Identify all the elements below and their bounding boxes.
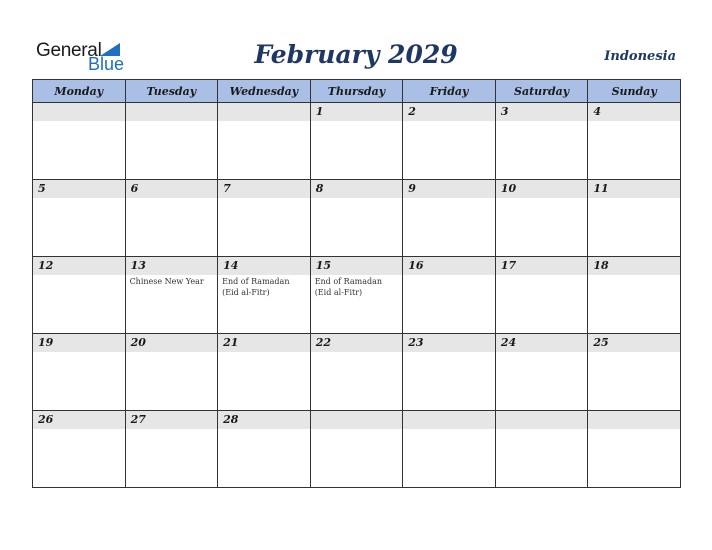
day-number: [218, 103, 310, 121]
day-cell: [588, 411, 681, 488]
day-cell: [218, 334, 311, 411]
weekday-header: Wednesday: [218, 80, 311, 103]
country-label: Indonesia: [604, 49, 676, 64]
day-cell: [218, 103, 311, 180]
day-number: 25: [588, 334, 680, 352]
day-number: 14: [218, 257, 310, 275]
day-number: 15: [311, 257, 403, 275]
weekday-header-row: [33, 80, 681, 103]
calendar-grid: [32, 79, 681, 488]
weekday-header: Saturday: [495, 80, 588, 103]
day-cell: [588, 180, 681, 257]
day-cell: [403, 103, 496, 180]
day-cell: [125, 257, 218, 334]
day-cell: [588, 103, 681, 180]
day-cell: [125, 180, 218, 257]
holiday-label: Chinese New Year: [129, 277, 204, 286]
weekday-header: Sunday: [588, 80, 681, 103]
day-number: 2: [403, 103, 495, 121]
day-cell: [495, 411, 588, 488]
day-cell: [495, 103, 588, 180]
day-number: 8: [311, 180, 403, 198]
day-number: 4: [588, 103, 680, 121]
day-cell: [310, 103, 403, 180]
day-number: 13: [126, 257, 218, 275]
day-number: [126, 103, 218, 121]
week-row: [33, 334, 681, 411]
day-cell: [403, 334, 496, 411]
day-cell: [310, 334, 403, 411]
day-cell: [218, 180, 311, 257]
week-row: [33, 411, 681, 488]
day-cell: [33, 257, 126, 334]
day-number: 7: [218, 180, 310, 198]
day-cell: [33, 180, 126, 257]
day-number: 23: [403, 334, 495, 352]
day-cell: [403, 411, 496, 488]
day-cell: [125, 103, 218, 180]
weekday-header: Friday: [403, 80, 496, 103]
holiday-label: End of Ramadan (Eid al-Fitr): [314, 277, 383, 297]
day-cell: [495, 334, 588, 411]
day-cell: [495, 257, 588, 334]
day-number: 18: [588, 257, 680, 275]
day-cell: [588, 257, 681, 334]
calendar-title: February 2029: [254, 40, 458, 69]
day-cell: [33, 334, 126, 411]
day-cell: [310, 257, 403, 334]
week-row: [33, 103, 681, 180]
day-cell: [310, 411, 403, 488]
holiday-label: End of Ramadan (Eid al-Fitr): [222, 277, 290, 297]
day-number: 24: [496, 334, 588, 352]
day-cell: [125, 411, 218, 488]
day-number: 16: [403, 257, 495, 275]
day-cell: [33, 411, 126, 488]
day-number: 17: [496, 257, 588, 275]
day-number: 6: [126, 180, 218, 198]
day-number: [496, 411, 588, 429]
day-cell: [125, 334, 218, 411]
day-cell: [403, 257, 496, 334]
day-cell: [33, 103, 126, 180]
weekday-header: Thursday: [310, 80, 403, 103]
week-row: [33, 257, 681, 334]
day-cell: [310, 180, 403, 257]
day-cell: [403, 180, 496, 257]
day-cell: [588, 334, 681, 411]
weekday-header: Monday: [33, 80, 126, 103]
day-cell: [218, 257, 311, 334]
day-number: 19: [33, 334, 125, 352]
day-number: [33, 103, 125, 121]
day-number: [588, 411, 680, 429]
day-number: [311, 411, 403, 429]
week-row: [33, 180, 681, 257]
day-number: 20: [126, 334, 218, 352]
day-cell: [218, 411, 311, 488]
day-number: [403, 411, 495, 429]
day-number: 22: [311, 334, 403, 352]
day-number: 10: [496, 180, 588, 198]
day-number: 21: [218, 334, 310, 352]
day-number: 5: [33, 180, 125, 198]
logo-word-blue: Blue: [88, 54, 125, 74]
day-number: 27: [126, 411, 218, 429]
day-number: 11: [588, 180, 680, 198]
day-number: 9: [403, 180, 495, 198]
day-number: 1: [311, 103, 403, 121]
day-cell: [495, 180, 588, 257]
day-number: 28: [218, 411, 310, 429]
day-number: 26: [33, 411, 125, 429]
logo-word-general: General: [36, 40, 102, 61]
day-number: 12: [33, 257, 125, 275]
day-number: 3: [496, 103, 588, 121]
weekday-header: Tuesday: [125, 80, 218, 103]
